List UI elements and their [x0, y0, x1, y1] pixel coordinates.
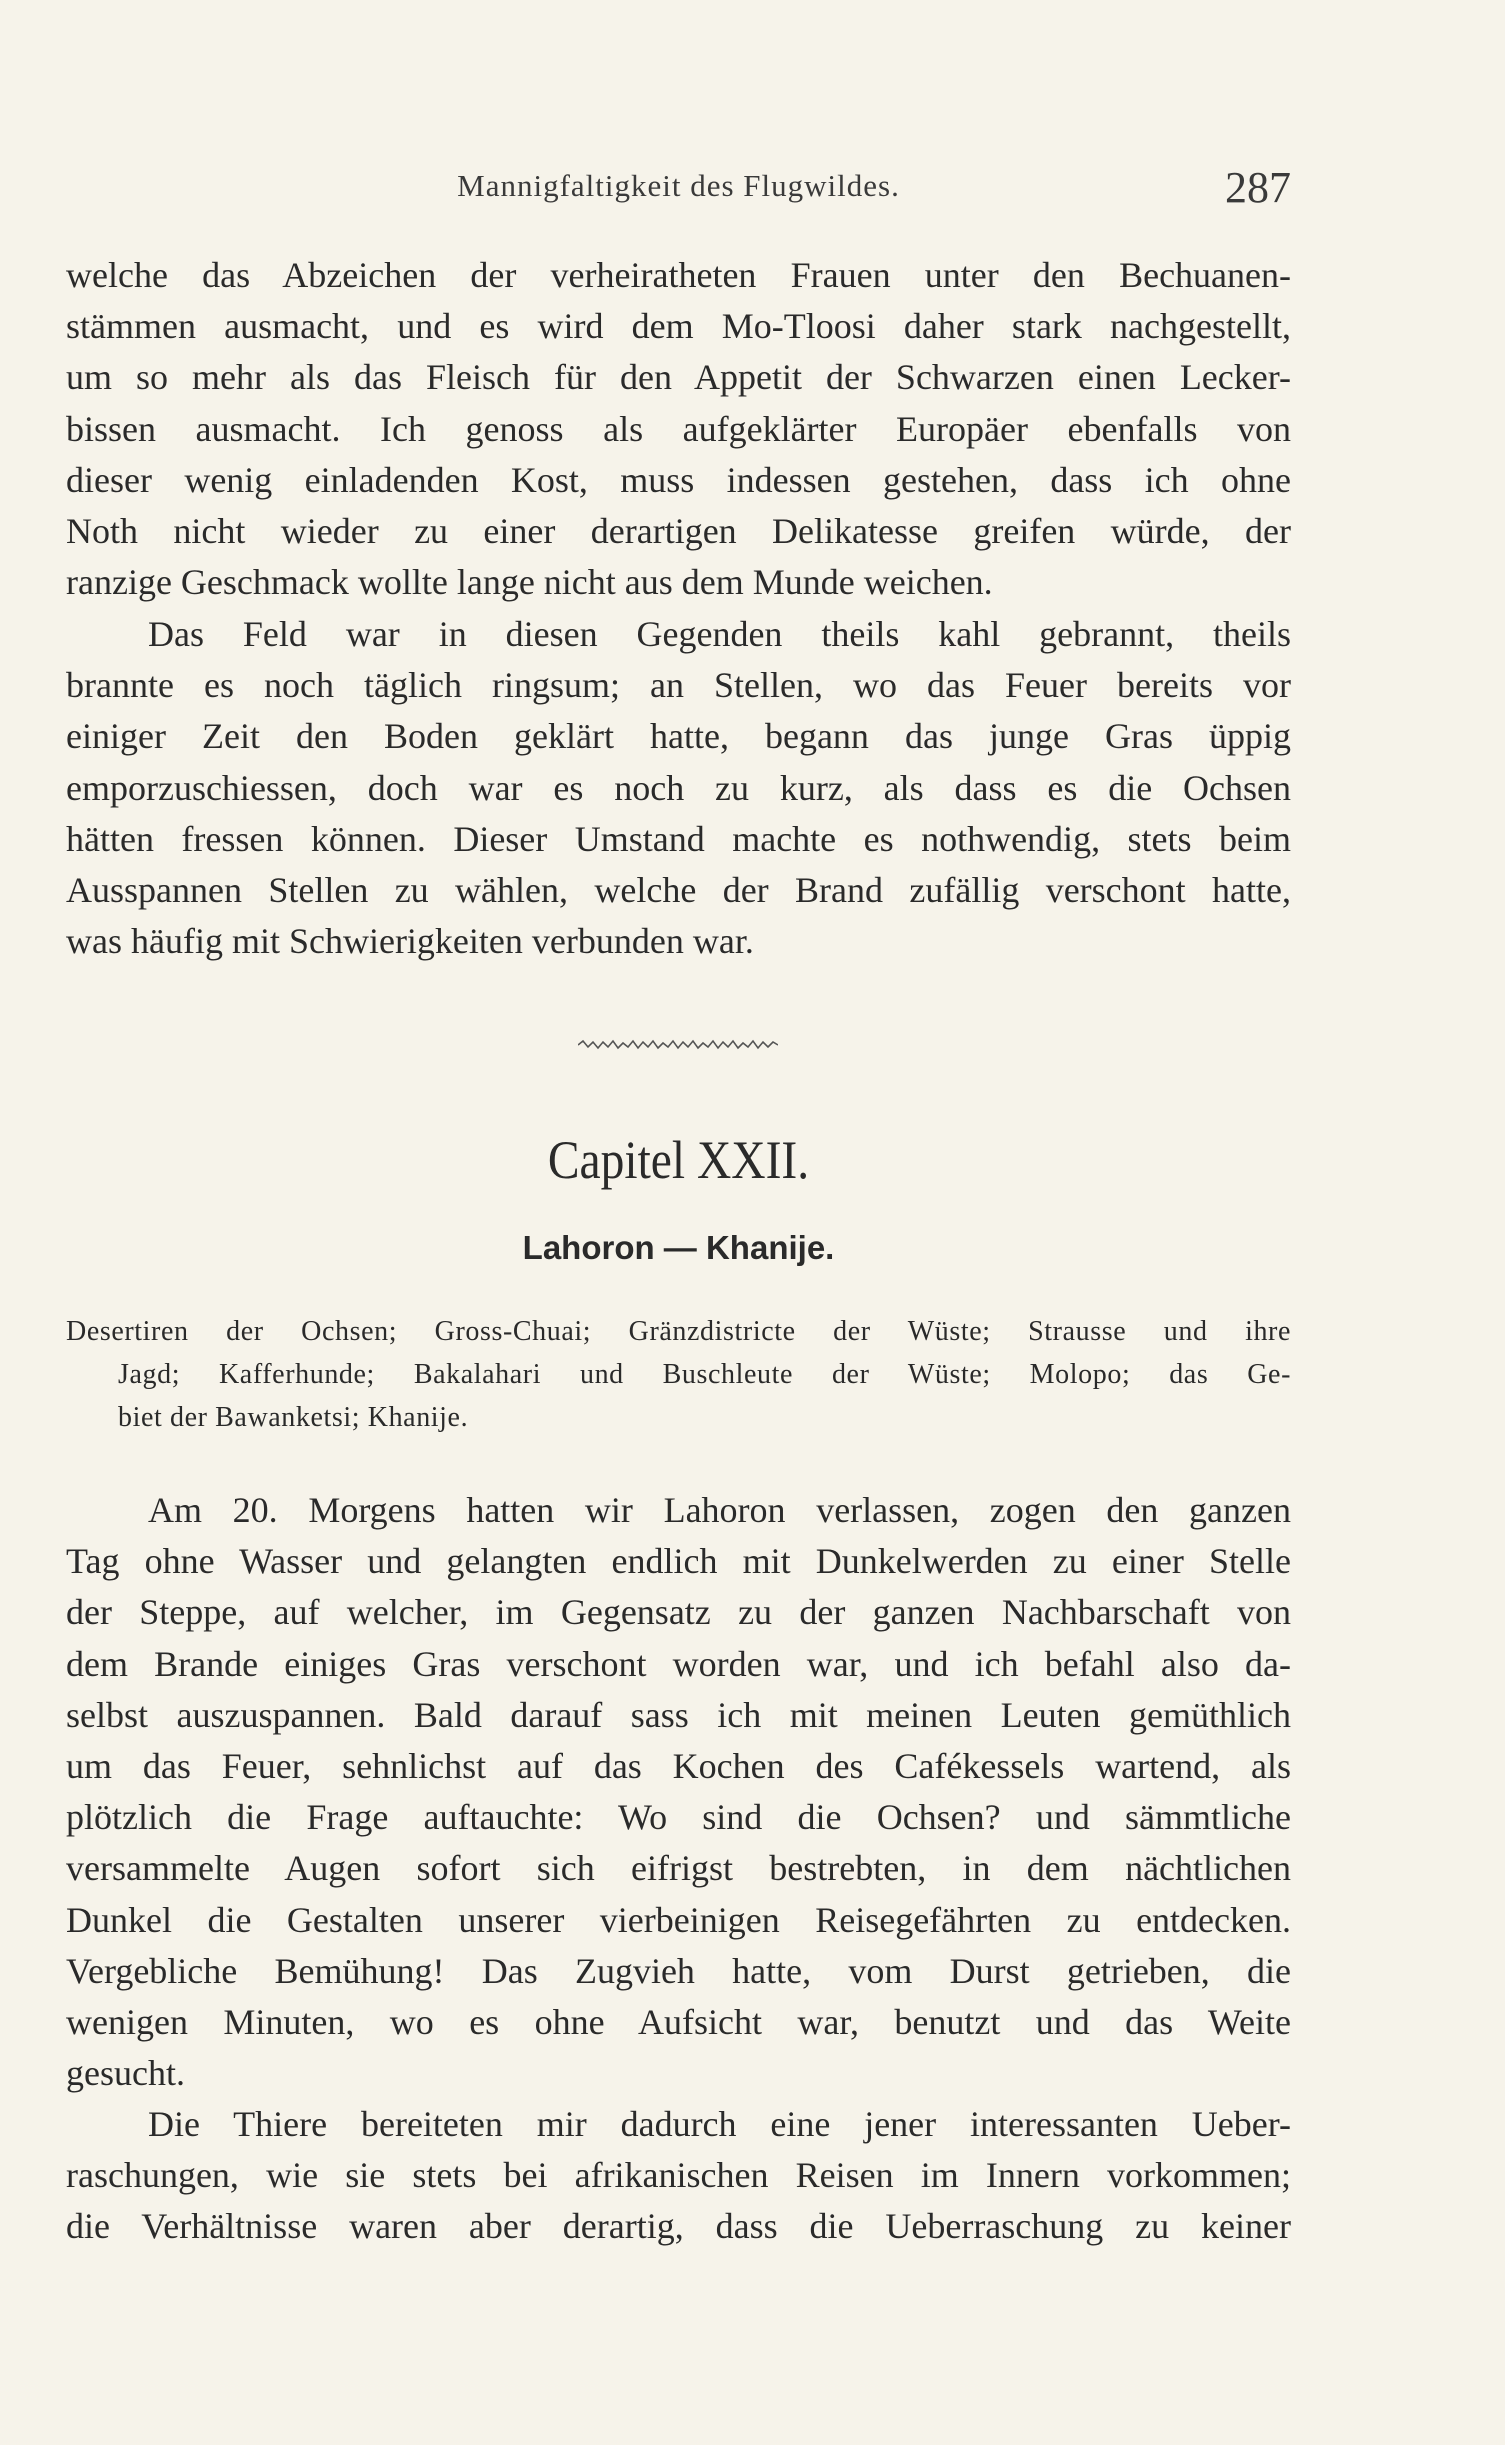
text-line: Tag ohne Wasser und gelangten endlich mit Dunkelwerden zu einer Stelle [66, 1541, 1291, 1582]
text-line: einiger Zeit den Boden geklärt hatte, begann das junge Gras üppig [66, 716, 1291, 757]
chapter-summary [66, 1310, 1291, 1439]
text-line: emporzuschiessen, doch war es noch zu kurz, als dass es die Ochsen [66, 767, 1291, 808]
text-line: versammelte Augen sofort sich eifrigst bestrebten, in dem nächtlichen [66, 1848, 1291, 1889]
text-line: wenigen Minuten, wo es ohne Aufsicht war, benutzt und das Weite [66, 2001, 1291, 2042]
text-line: der Steppe, auf welcher, im Gegensatz zu der ganzen Nachbarschaft von [66, 1592, 1291, 1633]
text-line: Noth nicht wieder zu einer derartigen Delikatesse greifen würde, der [66, 510, 1291, 551]
text-line: Das Feld war in diesen Gegenden theils kahl gebrannt, theils [148, 614, 1291, 654]
paragraph-4 [66, 2099, 1291, 2253]
text-line: gesucht. [66, 2053, 185, 2094]
section-divider-ornament [578, 1038, 778, 1052]
text-line: dem Brande einiges Gras verschont worden war, und ich befahl also da- [66, 1643, 1291, 1684]
text-line: Am 20. Morgens hatten wir Lahoron verlassen, zogen den ganzen [148, 1490, 1291, 1530]
text-line: brannte es noch täglich ringsum; an Stellen, wo das Feuer bereits vor [66, 665, 1291, 706]
text-line: stämmen ausmacht, und es wird dem Mo-Tloosi daher stark nachgestellt, [66, 306, 1291, 347]
running-head [66, 162, 1291, 212]
chapter-subtitle: Lahoron — Khanije. [522, 1229, 835, 1266]
paragraph-2 [66, 609, 1291, 967]
text-line: was häufig mit Schwierigkeiten verbunden war. [66, 921, 754, 962]
summary-line: Desertiren der Ochsen; Gross-Chuai; Gränzdistricte der Wüste; Strausse und ihre [66, 1316, 1291, 1347]
text-line: welche das Abzeichen der verheiratheten Frauen unter den Bechuanen- [66, 255, 1291, 295]
text-line: um so mehr als das Fleisch für den Appetit der Schwarzen einen Lecker- [66, 357, 1291, 398]
text-line: hätten fressen können. Dieser Umstand machte es nothwendig, stets beim [66, 818, 1291, 859]
paragraph-1 [66, 250, 1291, 608]
chapter-title: Capitel XXII. [547, 1130, 810, 1190]
running-title: Mannigfaltigkeit des Flugwildes. [457, 168, 900, 203]
text-line: selbst auszuspannen. Bald darauf sass ich mit meinen Leuten gemüthlich [66, 1694, 1291, 1735]
text-line: Vergebliche Bemühung! Das Zugvieh hatte, vom Durst getrieben, die [66, 1950, 1291, 1991]
text-line: plötzlich die Frage auftauchte: Wo sind die Ochsen? und sämmtliche [66, 1797, 1291, 1838]
page-number: 287 [1225, 163, 1291, 212]
text-line: Die Thiere bereiteten mir dadurch eine jener interessanten Ueber- [148, 2104, 1291, 2144]
paragraph-3 [66, 1485, 1291, 2099]
text-line: um das Feuer, sehnlichst auf das Kochen des Cafékessels wartend, als [66, 1745, 1291, 1786]
text-line: Ausspannen Stellen zu wählen, welche der Brand zufällig verschont hatte, [66, 869, 1291, 910]
text-line: raschungen, wie sie stets bei afrikanischen Reisen im Innern vorkommen; [66, 2155, 1291, 2196]
summary-line: Jagd; Kafferhunde; Bakalahari und Buschleute der Wüste; Molopo; das Ge- [118, 1359, 1291, 1390]
text-line: die Verhältnisse waren aber derartig, dass die Ueberraschung zu keiner [66, 2206, 1291, 2247]
text-line: ranzige Geschmack wollte lange nicht aus dem Munde weichen. [66, 562, 993, 603]
text-line: bissen ausmacht. Ich genoss als aufgeklärter Europäer ebenfalls von [66, 408, 1291, 449]
text-line: dieser wenig einladenden Kost, muss indessen gestehen, dass ich ohne [66, 459, 1291, 500]
summary-line: biet der Bawanketsi; Khanije. [118, 1402, 469, 1433]
text-line: Dunkel die Gestalten unserer vierbeinigen Reisegefährten zu entdecken. [66, 1899, 1291, 1940]
